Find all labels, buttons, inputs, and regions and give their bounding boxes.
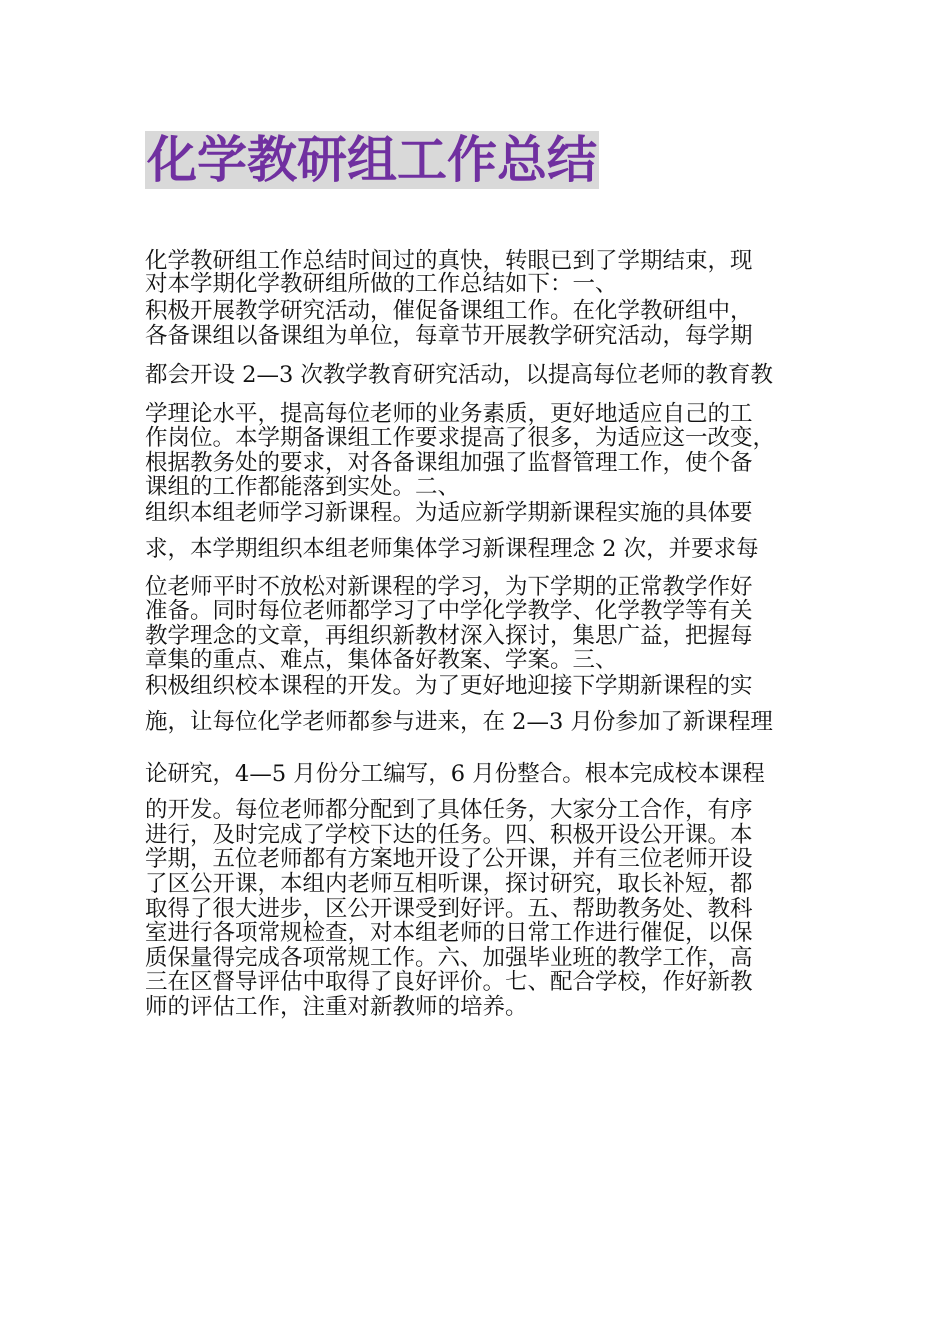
paragraph-line: 积极组织校本课程的开发。为了更好地迎接下学期新课程的实 [145, 673, 753, 699]
paragraph-line: 进行，及时完成了学校下达的任务。四、积极开设公开课。本 [145, 822, 753, 848]
paragraph-line: 学理论水平，提高每位老师的业务素质，更好地适应自己的工 [145, 401, 753, 427]
paragraph-line: 章集的重点、难点，集体备好教案、学案。三、 [145, 647, 618, 673]
paragraph-line: 了区公开课，本组内老师互相听课，探讨研究，取长补短，都 [145, 871, 753, 897]
paragraph-line: 求，本学期组织本组老师集体学习新课程理念 2 次，并要求每 [145, 536, 759, 562]
paragraph-line: 施，让每位化学老师都参与进来，在 2—3 月份参加了新课程理 [145, 709, 773, 735]
paragraph-line: 对本学期化学教研组所做的工作总结如下：一、 [145, 271, 618, 297]
paragraph-line: 积极开展教学研究活动，催促备课组工作。在化学教研组中， [145, 298, 753, 324]
paragraph-line: 取得了很大进步，区公开课受到好评。五、帮助教务处、教科 [145, 896, 753, 922]
paragraph-line: 教学理念的文章，再组织新教材深入探讨，集思广益，把握每 [145, 623, 753, 649]
paragraph-line: 位老师平时不放松对新课程的学习，为下学期的正常教学作好 [145, 574, 753, 600]
paragraph-line: 论研究，4—5 月份分工编写，6 月份整合。根本完成校本课程 [145, 761, 765, 787]
paragraph-line: 室进行各项常规检查，对本组老师的日常工作进行催促，以保 [145, 920, 753, 946]
paragraph-line: 作岗位。本学期备课组工作要求提高了很多，为适应这一改变， [145, 425, 776, 451]
paragraph-line: 组织本组老师学习新课程。为适应新学期新课程实施的具体要 [145, 500, 753, 526]
paragraph-line: 三在区督导评估中取得了良好评价。七、配合学校，作好新教 [145, 969, 753, 995]
paragraph-line: 学期，五位老师都有方案地开设了公开课，并有三位老师开设 [145, 846, 753, 872]
paragraph-line: 师的评估工作，注重对新教师的培养。 [145, 994, 528, 1020]
paragraph-line: 都会开设 2—3 次教学教育研究活动，以提高每位老师的教育教 [145, 362, 773, 388]
paragraph-line: 准备。同时每位老师都学习了中学化学教学、化学教学等有关 [145, 598, 753, 624]
paragraph-line: 各备课组以备课组为单位，每章节开展教学研究活动，每学期 [145, 323, 753, 349]
paragraph-line: 质保量得完成各项常规工作。六、加强毕业班的教学工作，高 [145, 945, 753, 971]
paragraph-line: 根据教务处的要求，对各备课组加强了监督管理工作，使个备 [145, 450, 753, 476]
paragraph-line: 的开发。每位老师都分配到了具体任务，大家分工合作，有序 [145, 797, 753, 823]
document-title: 化学教研组工作总结 [147, 131, 597, 189]
paragraph-line: 化学教研组工作总结时间过的真快，转眼已到了学期结束，现 [145, 248, 753, 274]
paragraph-line: 课组的工作都能落到实处。二、 [145, 474, 461, 500]
